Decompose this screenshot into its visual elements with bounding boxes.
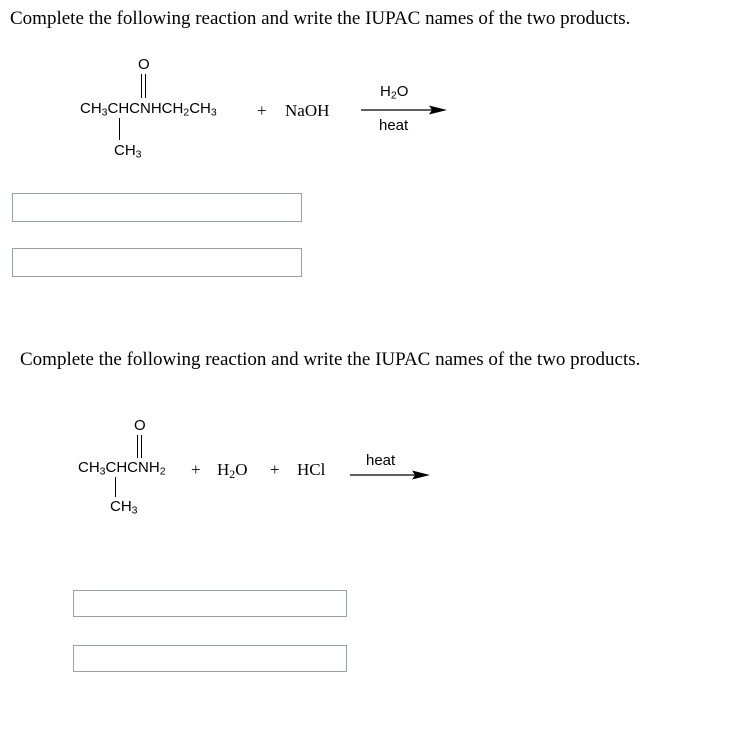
carbonyl-oxygen-2: O [134, 417, 146, 434]
reaction-arrow-2 [350, 469, 440, 481]
arrow-condition-above-2: heat [366, 452, 396, 469]
carbonyl-double-bond-right-2 [141, 435, 142, 458]
branch-bond-2 [115, 477, 116, 497]
carbonyl-oxygen: O [138, 56, 150, 73]
branch-bond [119, 118, 120, 140]
answer-field-1[interactable] [12, 193, 302, 222]
reagent-naoh: NaOH [285, 101, 330, 120]
answer-field-2[interactable] [12, 248, 302, 277]
arrow-condition-below: heat [379, 117, 409, 134]
answer-field-3[interactable] [73, 590, 347, 617]
reactant-main-chain: $CH_3CHCNHCH_2CH_3$ [80, 100, 217, 119]
question-2-prompt: Complete the following reaction and write the IUPAC names of the two products. [20, 349, 641, 370]
carbonyl-double-bond-right [145, 74, 146, 98]
answer-field-4[interactable] [73, 645, 347, 672]
reaction-arrow [361, 104, 451, 116]
carbonyl-double-bond-left-2 [137, 435, 138, 458]
branch-methyl: $CH_3$ [114, 142, 142, 161]
reactant-main-chain-2: $CH_3CHCNH_2$ [78, 459, 166, 478]
plus-sign-1: + [191, 460, 201, 479]
plus-sign: + [257, 101, 267, 120]
reagent-hcl: HCl [297, 460, 326, 479]
arrow-condition-above: $H_2O$ [380, 83, 409, 102]
branch-methyl-2: $CH_3$ [110, 498, 138, 517]
question-1-prompt: Complete the following reaction and write the IUPAC names of the two products. [10, 8, 631, 29]
carbonyl-double-bond-left [141, 74, 142, 98]
plus-sign-2: + [270, 460, 280, 479]
reagent-water: $H_2O$ [217, 460, 248, 481]
